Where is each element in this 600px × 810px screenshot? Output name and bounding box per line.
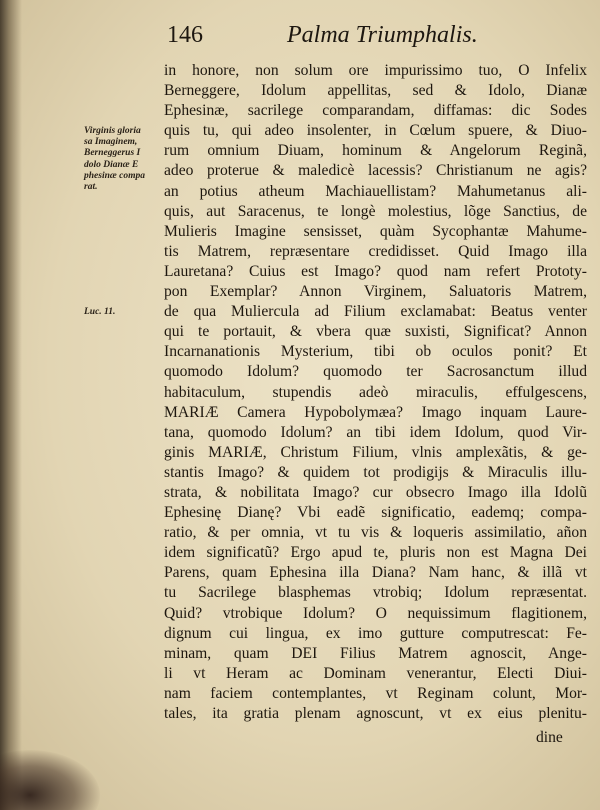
page-header	[165, 22, 585, 52]
text-line: strata, & nobilitata Imago? cur obsecro Imago illa Idolũ	[164, 483, 587, 501]
text-line: Berneggere, Idolum appellitas, sed & Idolo, Dianæ	[164, 82, 587, 100]
running-title: Palma Triumphalis.	[287, 22, 478, 48]
text-line: Incarnanationis Mysterium, tibi ob oculos ponit? Et	[164, 343, 587, 361]
text-line: Quid? vtrobique Idolum? O nequissimum flagitionem,	[164, 604, 587, 622]
text-line: li vt Heram ac Dominam venerantur, Electi Diui-	[164, 664, 587, 682]
text-line: MARIÆ Camera Hypobolymæa? Imago inquam Laure-	[164, 403, 587, 421]
text-line: tis Matrem, repræsentare credidisset. Quid Imago illa	[164, 242, 587, 260]
text-line: Ephesinę Dianę? Vbi eadẽ significatio, eademq; compa-	[164, 504, 587, 522]
text-line: adeo proterue & maledicè lacessis? Christianum ne agis?	[164, 162, 587, 180]
text-line: qui te portauit, & vbera quæ suxisti, Significat? Annon	[164, 323, 587, 341]
marginal-note-line: rat.	[84, 182, 98, 193]
text-line: quomodo Idolum? quomodo ter Sacrosanctum illud	[164, 363, 587, 381]
text-line: minam, quam DEI Filius Matrem agnoscit, Ange-	[164, 644, 587, 662]
text-line: in honore, non solum ore impurissimo tuo, O Infelix	[164, 62, 587, 79]
marginal-note-line: sa Imaginem,	[84, 137, 138, 148]
text-line: Mulieris Imagine sensisset, quàm Sycophantæ Mahume-	[164, 222, 587, 240]
marginal-note-line: phesinæ compa	[84, 170, 145, 181]
text-line: tales, ita gratia plenam agnoscunt, vt ex eius plenitu-	[164, 705, 587, 722]
text-line: rum omnium Diuam, hominum & Angelorum Reginã,	[164, 142, 587, 160]
corner-stain	[0, 750, 100, 810]
catchword: dine	[536, 729, 563, 746]
marginal-note-line: dolo Dianæ E	[84, 159, 139, 170]
text-line: an potius atheum Machiauellistam? Mahumetanus ali-	[164, 182, 587, 200]
text-line: quis, aut Saracenus, te longè molestius, lõge Sanctius, de	[164, 202, 587, 220]
text-line: nam faciem contemplantes, vt Reginam colunt, Mor-	[164, 684, 587, 702]
page-number: 146	[167, 22, 203, 48]
text-line: pon Exemplar? Annon Virginem, Saluatoris Matrem,	[164, 283, 587, 301]
text-line: idem significatũ? Ergo apud te, pluris non est Magna Dei	[164, 544, 587, 562]
text-line: stantis Imago? & quidem tot prodigijs & Miraculis illu-	[164, 463, 587, 481]
text-line: quis tu, qui adeo insolenter, in Cœlum spuere, & Diuo-	[164, 122, 587, 140]
text-line: Lauretana? Cuius est Imago? quod nam refert Prototy-	[164, 262, 587, 280]
binding-gutter-shadow	[0, 0, 22, 810]
text-line: Ephesinæ, sacrilege comparandam, diffamas: dic Sodes	[164, 102, 587, 120]
text-line: ratio, & per omnia, vt tu vis & loqueris assimilatio, añon	[164, 524, 587, 542]
text-line: tu Sacrilege blasphemas vtrobiq; Idolum repræsentat.	[164, 584, 587, 602]
marginal-notes	[84, 126, 164, 317]
text-line: de qua Muliercula ad Filium exclamabat: Beatus venter	[164, 303, 587, 321]
text-line: Parens, quam Ephesina illa Diana? Nam hanc, & illã vt	[164, 564, 587, 582]
text-line: tana, quomodo Idolum? an tibi idem Idolum, quod Vir-	[164, 423, 587, 441]
marginal-note-line: Berneggerus I	[84, 148, 141, 159]
text-line: ginis MARIÆ, Christum Filium, vlnis amplexãtis, & ge-	[164, 443, 587, 461]
body-text	[164, 61, 587, 724]
text-line: dignum cui lingua, ex imo gutture computrescat: Fe-	[164, 624, 587, 642]
text-line: habitaculum, stupendis adeò miraculis, effulgescens,	[164, 383, 587, 401]
marginal-scripture-reference: Luc. 11.	[84, 307, 116, 317]
marginal-note-line: Virginis gloria	[84, 126, 141, 136]
